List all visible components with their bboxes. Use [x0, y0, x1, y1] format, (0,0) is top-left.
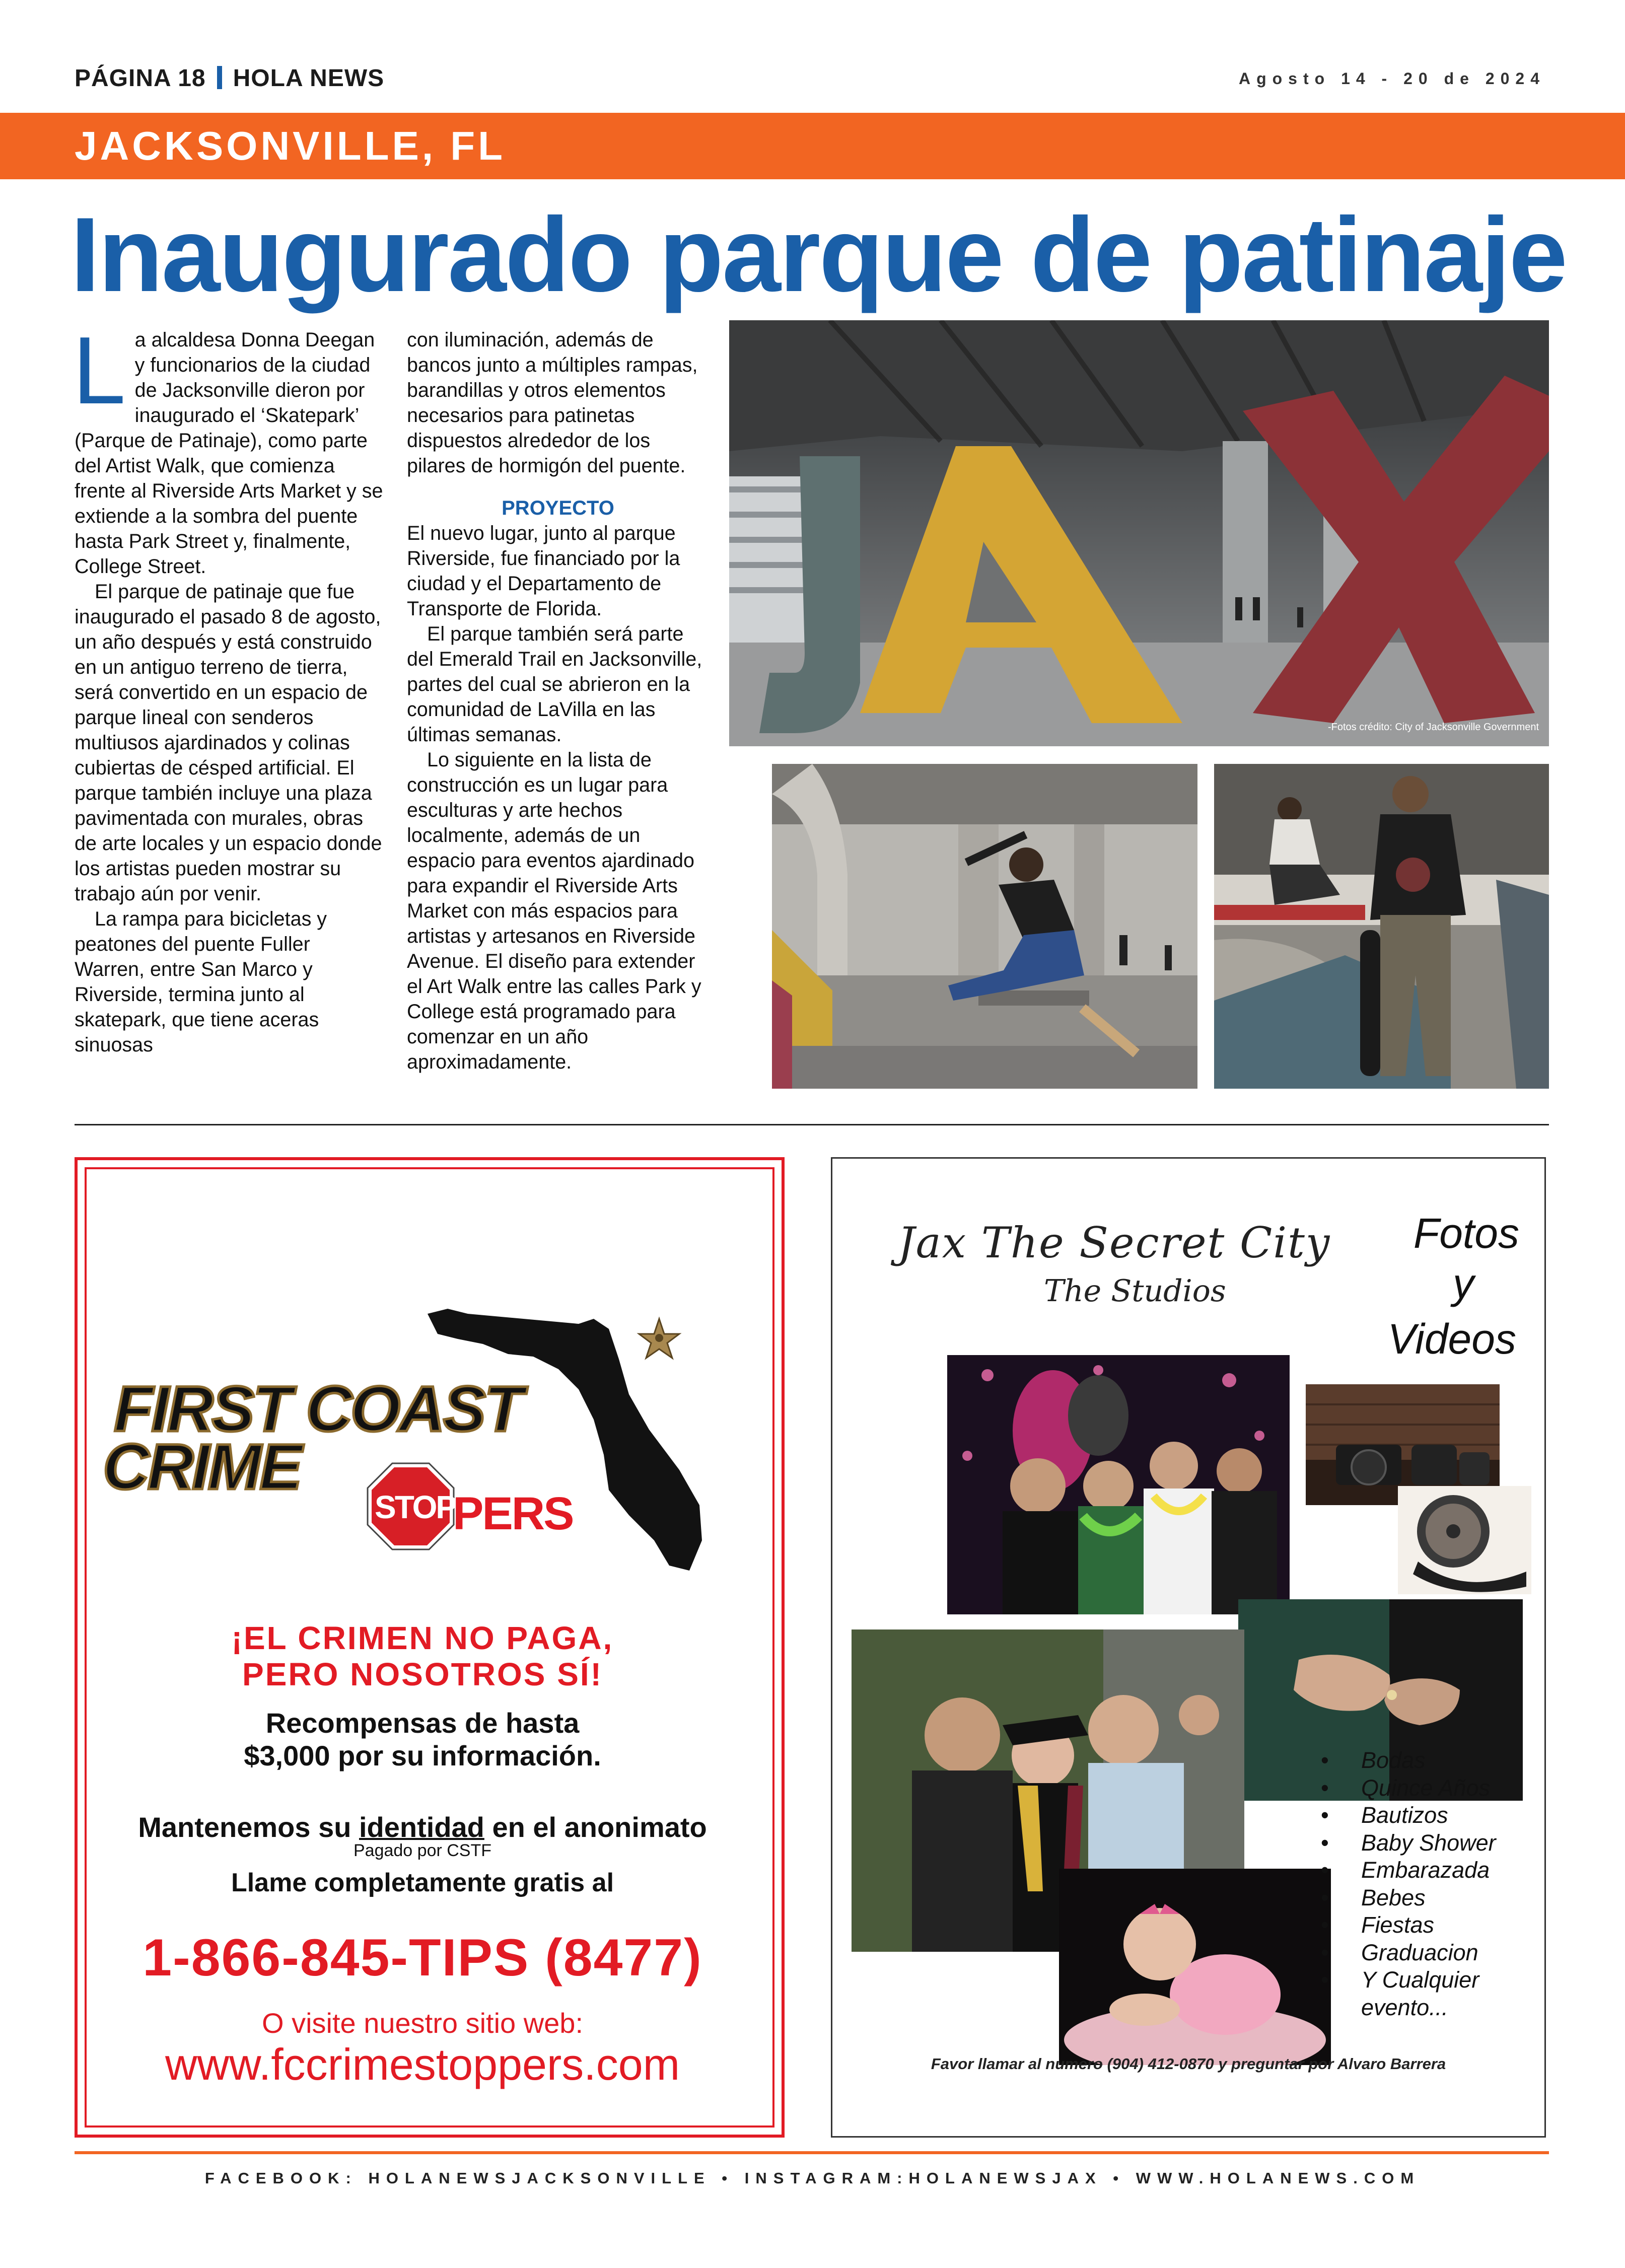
skaters-ramp-illustration [1214, 764, 1549, 1089]
studios-ad [831, 1157, 1546, 2138]
service-item: • Fiestas [1321, 1911, 1496, 1939]
videos-label: Videos [1387, 1315, 1516, 1363]
page-header [75, 64, 384, 92]
article-paragraph: El parque también será parte del Emerald Trail en Jacksonville, partes del cual se abrieron en la comunidad de LaVilla en las últimas semanas. [407, 623, 702, 746]
ad-call-line: Llame completamente gratis al [231, 1868, 614, 1897]
service-item: • Y Cualquier [1321, 1966, 1496, 1994]
tip-phone-number: 1-866-845-TIPS (8477) [143, 1929, 702, 1987]
article-paragraph: a alcaldesa Donna Deegan y funcionarios de la ciudad de Jacksonville dieron por inaugurado el ‘Skatepark’ (Parque de Patinaje), como parte del Artist Walk, que comienza frente al Riverside Arts Market y se extiende a la sombra del puente hasta Park Street y, finalmente, College Street. [75, 329, 383, 578]
article-paragraph: con iluminación, además de bancos junto a múltiples rampas, barandillas y otros elementos necesarios para patinetas dispuestos alrededor de los pilares de hormigón del puente. [407, 329, 698, 477]
stop-sign-label: STOP [375, 1489, 456, 1525]
baby-photo [1059, 1869, 1331, 2065]
anon-text-after: en el anonimato [484, 1811, 707, 1843]
crimestoppers-ad [75, 1157, 785, 2138]
section-divider [75, 1124, 1549, 1125]
sweet16-party-photo [947, 1355, 1290, 1614]
header-divider [217, 66, 222, 89]
skatepark-jax-sculpture-photo [729, 320, 1549, 746]
anon-text-underlined: identidad [359, 1811, 484, 1843]
article-paragraph: La rampa para bicicletas y peatones del puente Fuller Warren, entre San Marco y Riverside, termina junto al skatepark, que tiene aceras sinuosas [75, 908, 327, 1056]
photo-credit: -Fotos crédito: City of Jacksonville Government [1327, 722, 1539, 733]
skaters-ramp-photo [1214, 764, 1549, 1089]
crimestoppers-logo-pers: PERS [453, 1488, 573, 1539]
skater-jump-photo [772, 764, 1197, 1089]
page-number: PÁGINA 18 [75, 65, 206, 92]
ad-anonymity-line [78, 1811, 767, 1844]
ad-slogan-line1: ¡EL CRIMEN NO PAGA, [231, 1620, 614, 1656]
film-reel-photo [1398, 1486, 1531, 1594]
baby-illustration [1059, 1869, 1331, 2065]
article-paragraph: El nuevo lugar, junto al parque Riverside, fue financiado por la ciudad y el Departamento de Transporte de Florida. [407, 522, 680, 620]
service-item: • Bodas [1321, 1747, 1496, 1775]
fotos-label: Fotos [1413, 1210, 1519, 1257]
article-headline: Inaugurado parque de patinaje [70, 195, 1567, 314]
ad-reward-line2: $3,000 por su información. [244, 1740, 601, 1771]
service-item: • Baby Shower [1321, 1829, 1496, 1857]
article-paragraph: El parque de patinaje que fue inaugurado el pasado 8 de agosto, un año después y está construido en un antiguo terreno de tierra, será convertido en un espacio de parque lineal con senderos multiusos ajardinados y colinas cubiertas de césped artificial. El parque también incluye una plaza pavimentada con murales, obras de arte locales y un espacio donde los artistas pueden mostrar su trabajo aún por venir. [75, 581, 382, 905]
crimestoppers-logo-line2: CRIME [103, 1431, 301, 1503]
film-reel-illustration [1398, 1486, 1531, 1594]
publication-name: HOLA NEWS [233, 65, 385, 92]
studio-contact: Favor llamar al numero (904) 412-0870 y preguntar por Alvaro Barrera [931, 2055, 1446, 2073]
article-column-1 [73, 317, 384, 1057]
service-item: • Bebes [1321, 1884, 1496, 1912]
studio-subtitle: The Studios [1044, 1273, 1226, 1309]
drop-cap: L [73, 317, 126, 424]
services-list [1321, 1747, 1496, 2021]
ad-visit-line: O visite nuestro sitio web: [261, 2007, 584, 2039]
section-label: JACKSONVILLE, FL [75, 123, 506, 168]
article-column-2 [407, 327, 709, 1075]
service-item: • Graduacion [1321, 1939, 1496, 1967]
article-paragraph: Lo siguiente en la lista de construcción es un lugar para esculturas y arte hechos localmente, además de un espacio para eventos ajardinado para expandir el Riverside Arts Market con más espacios para artistas y artesanos en Riverside Avenue. El diseño para extender el Art Walk entre las calles Park y College está programado para comenzar en un año aproximadamente. [407, 749, 701, 1073]
service-item-continuation: evento... [1361, 1994, 1448, 2020]
service-item: • Quince Años [1321, 1775, 1496, 1802]
crimestoppers-logo-line1: FIRST COAST [114, 1373, 522, 1445]
jax-sculpture-illustration [729, 320, 1549, 746]
service-item: • Bautizos [1321, 1802, 1496, 1829]
ad-paid-by: Pagado por CSTF [353, 1841, 492, 1860]
footer-social-links: FACEBOOK: HOLANEWSJACKSONVILLE • INSTAGRAM:HOLANEWSJAX • WWW.HOLANEWS.COM [204, 2169, 1421, 2187]
ad-slogan-line2: PERO NOSOTROS SÍ! [242, 1656, 603, 1692]
ad-website: www.fccrimestoppers.com [165, 2039, 680, 2089]
anon-text-before: Mantenemos su [138, 1811, 359, 1843]
studio-title: Jax The Secret City [898, 1218, 1331, 1267]
skater-jump-illustration [772, 764, 1197, 1089]
ad-reward-line1: Recompensas de hasta [265, 1707, 580, 1739]
service-item: • Embarazada [1321, 1857, 1496, 1884]
issue-date: Agosto 14 - 20 de 2024 [1238, 69, 1545, 88]
party-illustration [947, 1355, 1290, 1614]
footer-rule [75, 2151, 1549, 2154]
y-label: y [1453, 1260, 1474, 1307]
article-subhead: PROYECTO [502, 497, 614, 519]
